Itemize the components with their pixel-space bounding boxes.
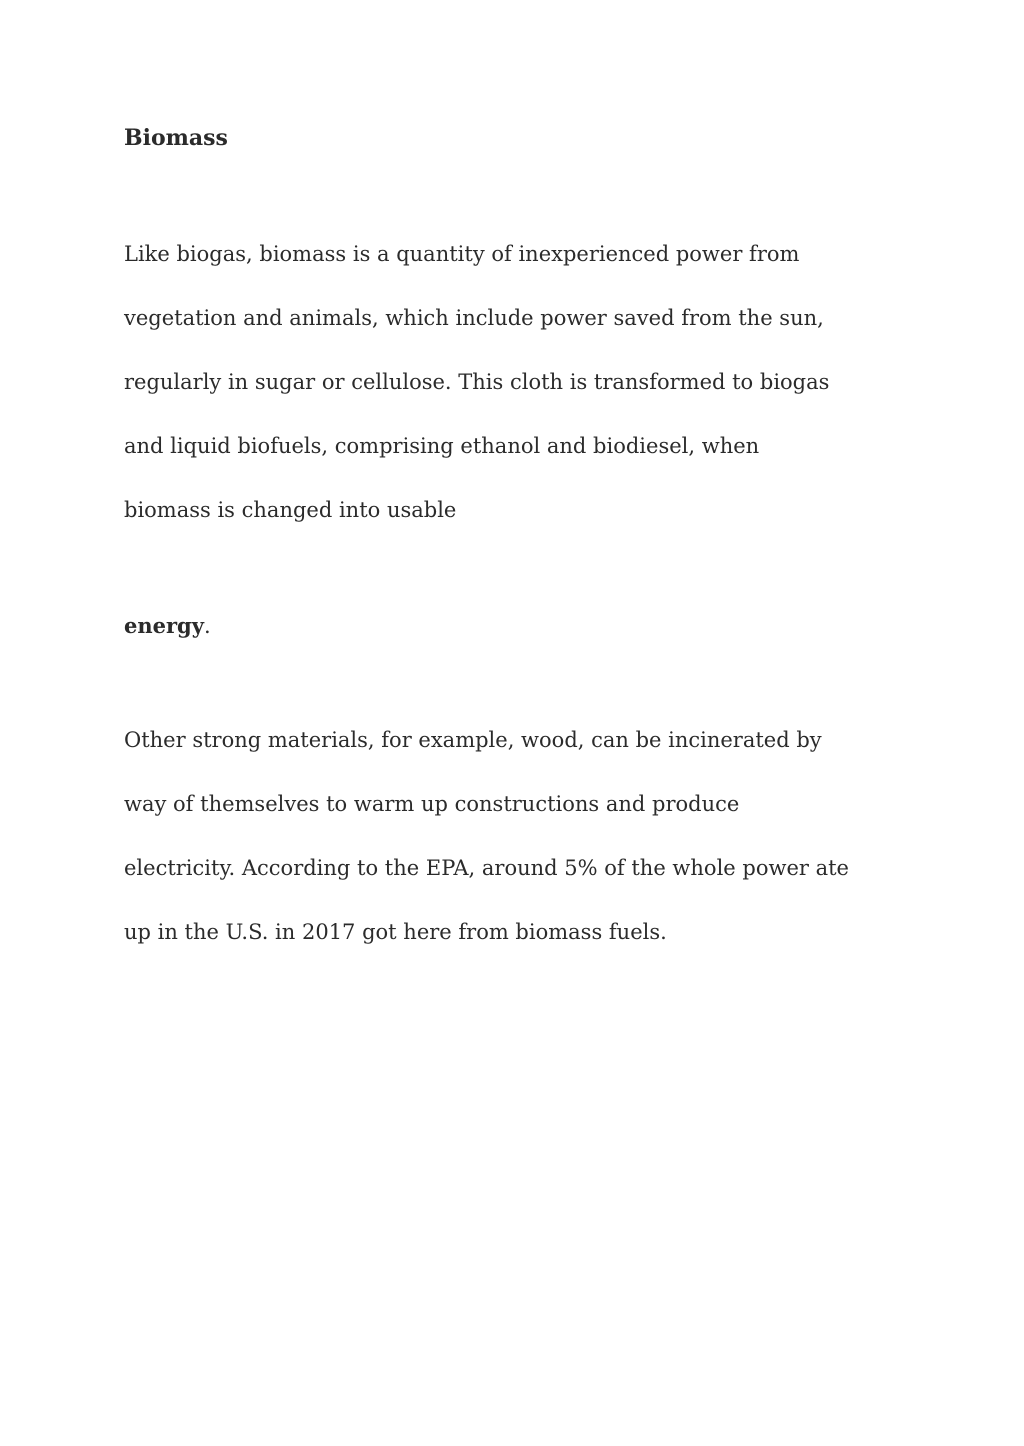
paragraph-materials	[124, 708, 924, 964]
paragraph-line: electricity. According to the EPA, around 5% of the whole power ate	[124, 856, 849, 880]
paragraph-energy	[124, 594, 924, 658]
paragraph-line: Other strong materials, for example, wood, can be incinerated by	[124, 728, 822, 752]
paragraph-line: Like biogas, biomass is a quantity of inexperienced power from	[124, 242, 800, 266]
paragraph-line: up in the U.S. in 2017 got here from biomass fuels.	[124, 920, 667, 944]
paragraph-intro	[124, 222, 924, 542]
paragraph-line: way of themselves to warm up constructions and produce	[124, 792, 740, 816]
bold-keyword: energy	[124, 613, 204, 638]
paragraph-line: and liquid biofuels, comprising ethanol and biodiesel, when	[124, 434, 760, 458]
paragraph-line: regularly in sugar or cellulose. This cloth is transformed to biogas	[124, 370, 830, 394]
punctuation: .	[203, 614, 211, 638]
page-title: Biomass	[124, 125, 228, 151]
paragraph-line: vegetation and animals, which include power saved from the sun,	[124, 306, 824, 330]
paragraph-line: biomass is changed into usable	[124, 498, 457, 522]
